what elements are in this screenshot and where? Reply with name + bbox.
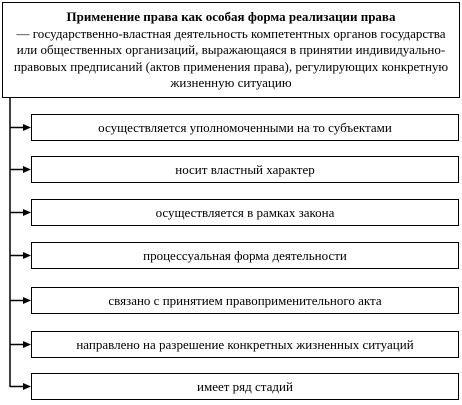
feature-box-3 bbox=[31, 199, 459, 226]
arrow-head bbox=[23, 166, 31, 173]
arrow-head bbox=[23, 252, 31, 259]
header-title: Применение права как особая форма реализации права bbox=[66, 9, 396, 24]
feature-box-6 bbox=[31, 331, 459, 358]
arrow-head bbox=[23, 341, 31, 348]
arrow-head bbox=[23, 297, 31, 304]
feature-box-4 bbox=[31, 242, 459, 269]
feature-label: процессуальная форма деятельности bbox=[143, 247, 347, 263]
header-description: — государственно-властная деятельность компетентных органов государства или общественных организаций, выражающаяся в принятии индивидуально-правовых предписаний (актов применения права), регулирующих конкретную жизненную ситуацию bbox=[13, 25, 449, 90]
feature-label: имеет ряд стадий bbox=[197, 378, 293, 394]
feature-box-1 bbox=[31, 114, 459, 141]
arrow-head bbox=[23, 124, 31, 131]
arrow-head bbox=[23, 209, 31, 216]
feature-box-7 bbox=[31, 373, 459, 400]
feature-label: осуществляется в рамках закона bbox=[155, 204, 335, 220]
feature-label: связано с принятием правоприменительного акта bbox=[108, 292, 382, 308]
arrow-head bbox=[23, 383, 31, 390]
feature-box-5 bbox=[31, 287, 459, 314]
feature-label: направлено на разрешение конкретных жизненных ситуаций bbox=[76, 336, 414, 352]
feature-label: осуществляется уполномоченными на то субъектами bbox=[98, 119, 392, 135]
feature-label: носит властный характер bbox=[175, 161, 315, 177]
feature-box-2 bbox=[31, 156, 459, 183]
